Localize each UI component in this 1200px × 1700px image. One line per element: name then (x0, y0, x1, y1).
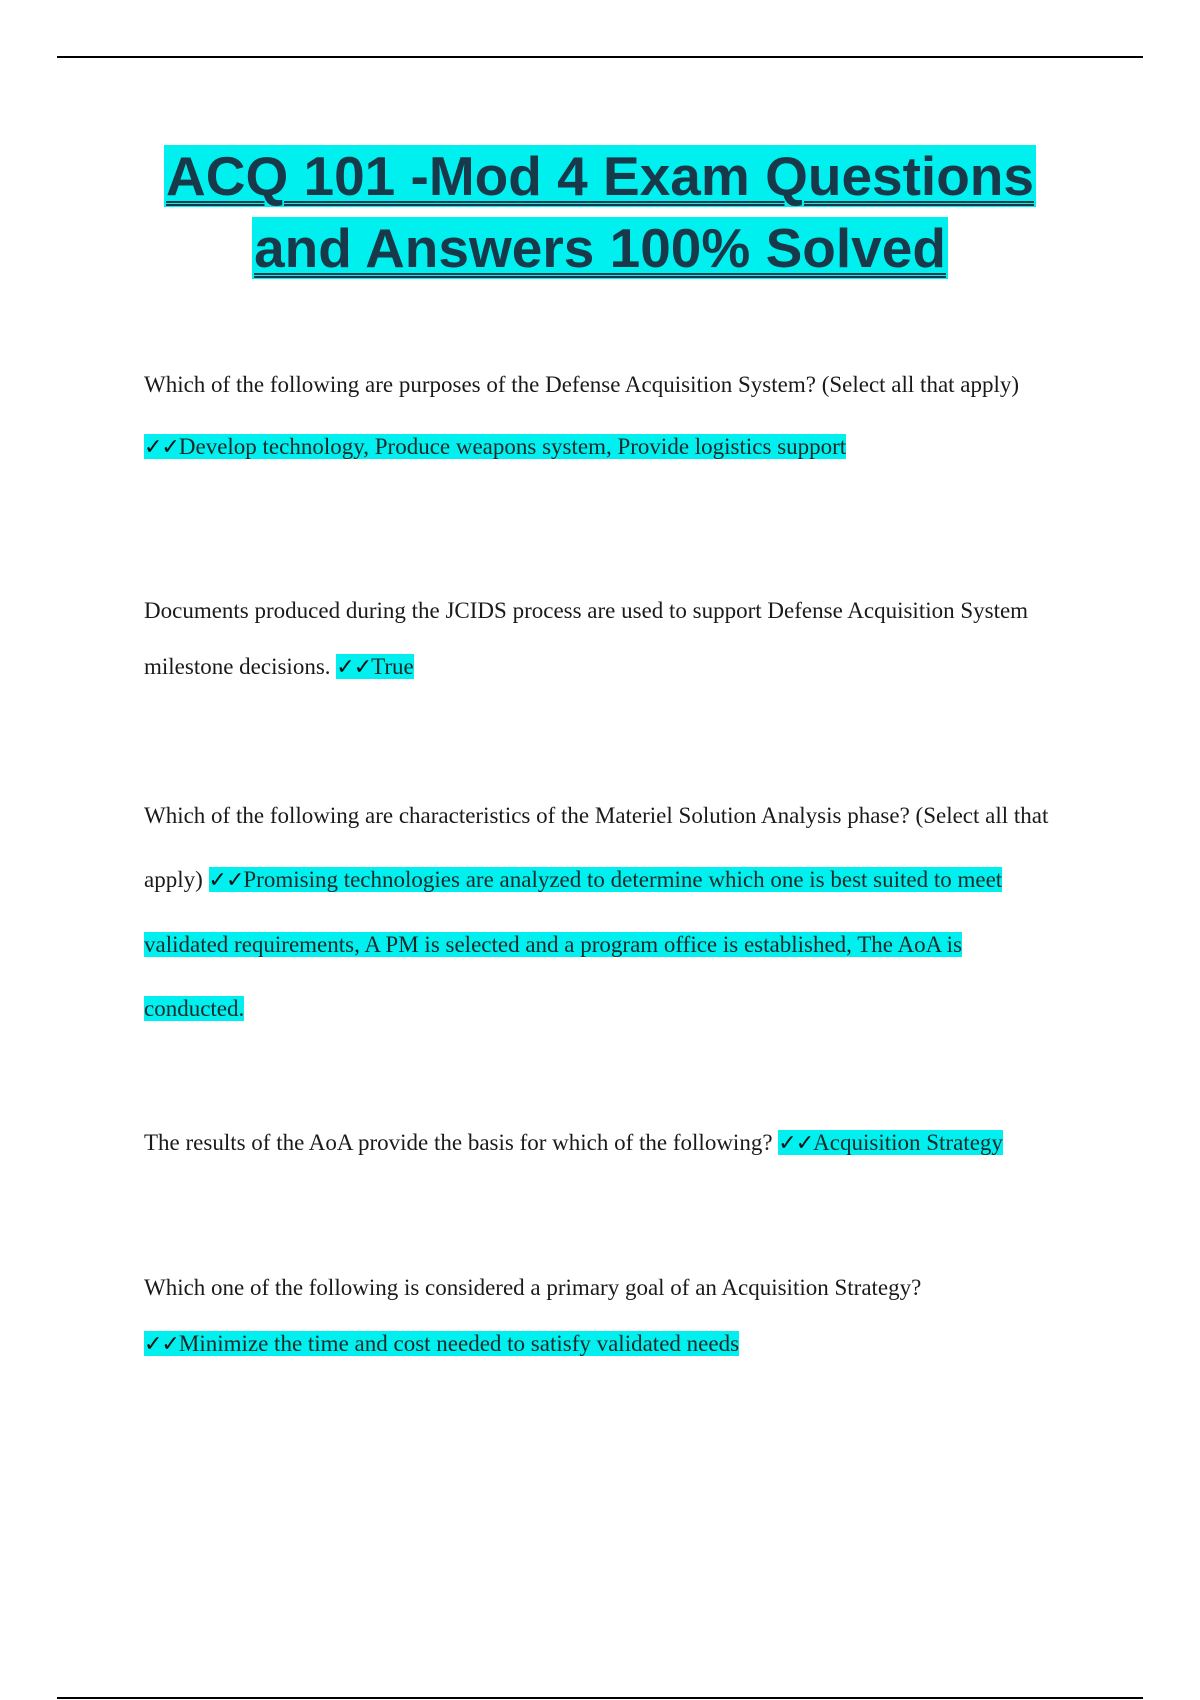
answer-text: Develop technology, Produce weapons system, Provide logistics support (178, 434, 847, 459)
answer-highlight (144, 1331, 739, 1356)
question-text: Which of the following are characteristics of the Materiel Solution Analysis phase? (Select all that apply) (144, 803, 1049, 892)
answer-highlight (778, 1130, 1003, 1155)
double-check-icon: ✓✓ (336, 655, 372, 680)
answer-highlight (336, 654, 413, 679)
question-text: Which of the following are purposes of the Defense Acquisition System? (Select all that apply) (144, 372, 1020, 397)
question-text: The results of the AoA provide the basis for which of the following? (144, 1130, 773, 1155)
question-text: Documents produced during the JCIDS process are used to support Defense Acquisition System milestone decisions. (144, 598, 1029, 679)
qa-item-2 (144, 583, 1084, 696)
title-line-2: and Answers 100% Solved (254, 217, 946, 279)
answer-text: Minimize the time and cost needed to satisfy validated needs (178, 1331, 740, 1356)
qa-item-5 (144, 1275, 1064, 1358)
double-check-icon: ✓✓ (144, 435, 179, 460)
question-text: Which one of the following is considered a primary goal of an Acquisition Strategy? (144, 1275, 922, 1300)
qa-item-3 (144, 784, 1064, 1041)
title-line-1: ACQ 101 -Mod 4 Exam Questions (166, 145, 1034, 207)
qa-item-4 (144, 1126, 1104, 1161)
answer-text: True (371, 654, 414, 679)
answer-text: Acquisition Strategy (813, 1130, 1003, 1155)
qa-item-1 (144, 372, 1104, 461)
double-check-icon: ✓✓ (144, 1332, 179, 1357)
answer-highlight (144, 867, 1002, 1021)
answer-highlight (144, 434, 846, 459)
document-title (0, 140, 1200, 284)
footer-rule (57, 1697, 1143, 1699)
header-rule (57, 56, 1143, 58)
double-check-icon: ✓✓ (778, 1131, 814, 1156)
answer-text: Promising technologies are analyzed to determine which one is best suited to meet validated requirements, A PM is selected and a program office is established, The AoA is conducted. (144, 867, 1003, 1021)
double-check-icon: ✓✓ (208, 868, 244, 893)
